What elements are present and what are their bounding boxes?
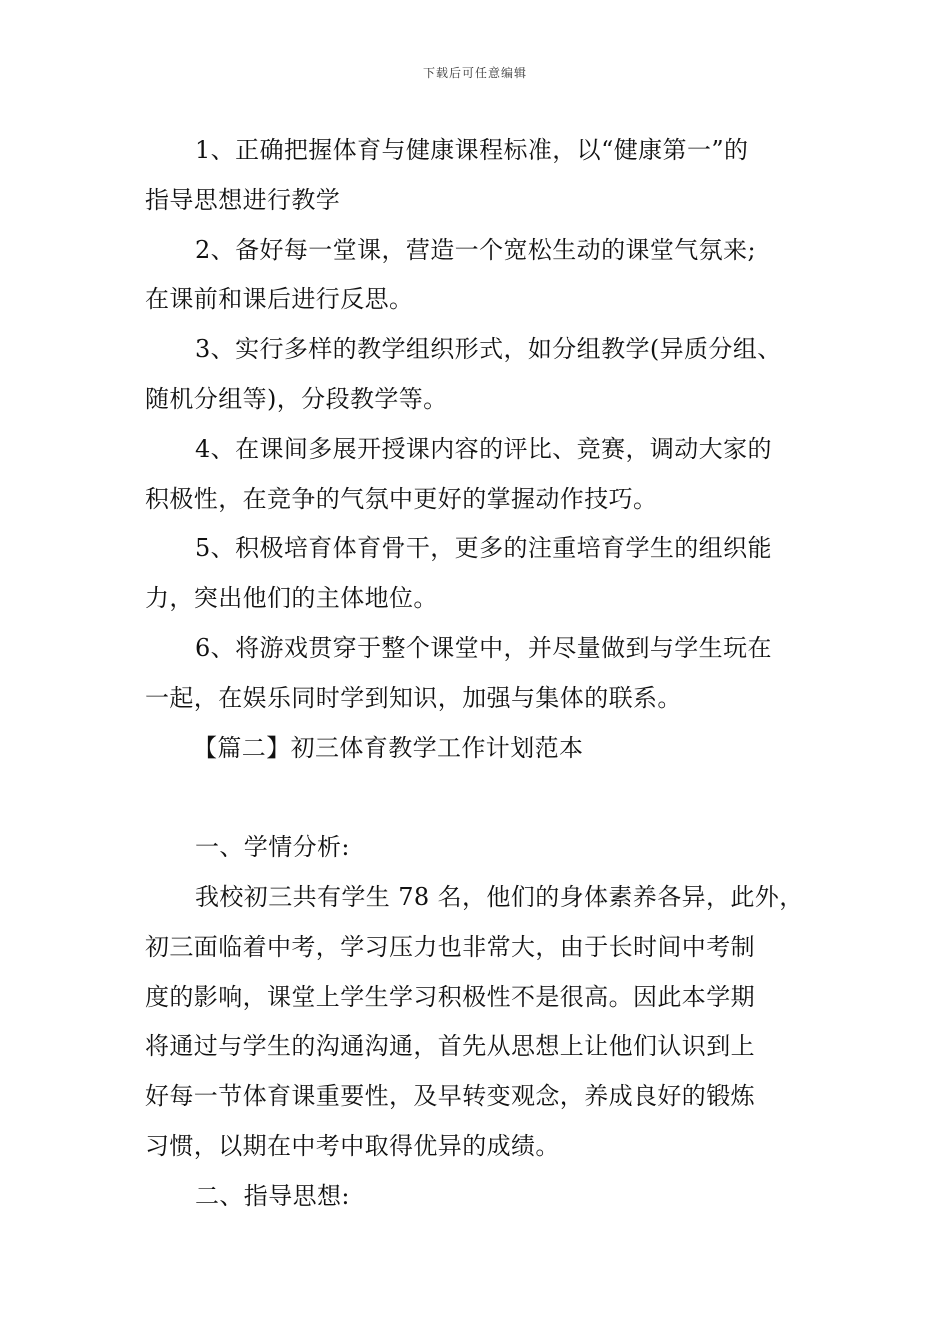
paragraph-4: 4、在课间多展开授课内容的评比、竞赛，调动大家的 积极性，在竞争的气氛中更好的掌握动作技巧。 (145, 434, 772, 513)
heading-situation-analysis: 一、学情分析: (195, 833, 350, 862)
paragraph-6: 6、将游戏贯穿于整个课堂中，并尽量做到与学生玩在 一起，在娱乐同时学到知识，加强与集体的联系。 (145, 633, 772, 712)
page-header: 下载后可任意编辑 (422, 66, 527, 80)
heading-guiding-ideology: 二、指导思想: (195, 1181, 350, 1210)
blank-line (145, 773, 815, 823)
document-body (145, 126, 815, 1222)
paragraph-2: 2、备好每一堂课，营造一个宽松生动的课堂气氛来; 在课前和课后进行反思。 (145, 235, 756, 314)
section-title: 【篇二】初三体育教学工作计划范本 (193, 733, 584, 762)
paragraph-1: 1、正确把握体育与健康课程标准，以“健康第一”的 指导思想进行教学 (145, 136, 749, 214)
paragraph-situation-analysis: 我校初三共有学生 78 名，他们的身体素养各异，此外， 初三面临着中考，学习压力也非常大，由于长时间中考制 度的影响，课堂上学生学习积极性不是很高。因此本学期 将通过与学生的沟通沟通，首先从思想上让他们认识到上 好每一节体育课重要性，及早转变观念，养成良好的锻炼 习惯，以期在中考中取得优异的成绩。 (145, 882, 804, 1160)
paragraph-5: 5、积极培育体育骨干，更多的注重培育学生的组织能 力，突出他们的主体地位。 (145, 534, 772, 613)
paragraph-3: 3、实行多样的教学组织形式，如分组教学(异质分组、 随机分组等)，分段教学等。 (145, 335, 782, 413)
